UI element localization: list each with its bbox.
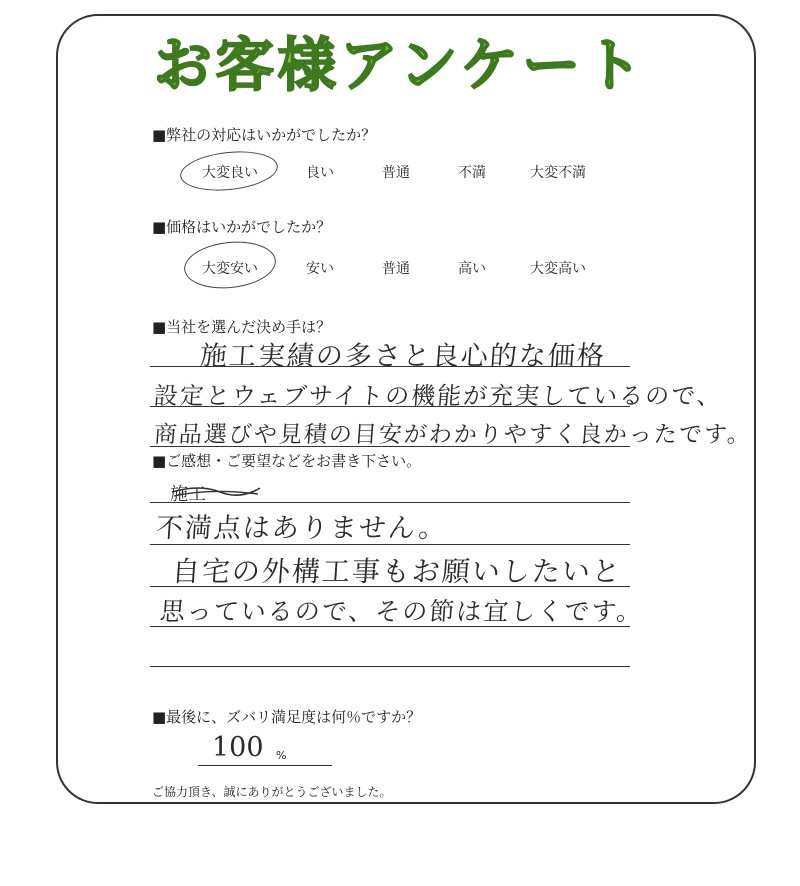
answer-rule <box>150 626 630 627</box>
survey-title: お客様アンケート <box>153 31 647 99</box>
score-rule <box>198 765 332 766</box>
option-price-5[interactable]: 大変高い <box>530 261 586 277</box>
answer-rule <box>150 666 630 667</box>
reason-answer-line-3: 商品選びや見積の目安がわかりやすく良かったです。 <box>152 422 753 448</box>
service-options <box>150 162 630 190</box>
reason-answer-line-2: 設定とウェブサイトの機能が充実しているので、 <box>152 382 724 410</box>
option-service-5[interactable]: 大変不満 <box>530 165 586 181</box>
option-price-1[interactable]: 大変安い <box>202 261 258 277</box>
comment-line-2: 自宅の外構工事もお願いしたいと <box>170 555 624 588</box>
option-service-2[interactable]: 良い <box>306 165 334 181</box>
struck-out-text: 施工 <box>170 480 262 494</box>
option-service-1[interactable]: 大変良い <box>202 165 258 181</box>
option-price-4[interactable]: 高い <box>458 261 486 277</box>
answer-rule <box>150 502 630 503</box>
question-satisfaction: ■最後に、ズバリ満足度は何％ですか？ <box>152 708 422 726</box>
closing-message: ご協力頂き、誠にありがとうございました。 <box>152 785 392 799</box>
reason-answer-line-1: 施工実績の多さと良心的な価格 <box>198 341 607 372</box>
satisfaction-score: 100 <box>212 732 264 763</box>
comment-line-1: 不満点はありません。 <box>154 513 449 544</box>
option-service-3[interactable]: 普通 <box>382 165 410 181</box>
question-service: ■弊社の対応はいかがでしたか？ <box>152 126 377 144</box>
option-service-4[interactable]: 不満 <box>458 165 486 181</box>
answer-rule <box>150 586 630 587</box>
comment-line-3: 思っているので、その節は宜しくです。 <box>158 597 645 626</box>
answer-rule <box>150 446 630 447</box>
percent-unit: % <box>276 749 287 762</box>
answer-rule <box>150 406 630 407</box>
question-comments: ■ご感想・ご要望などをお書き下さい。 <box>152 452 422 470</box>
question-price: ■価格はいかがでしたか？ <box>152 218 332 236</box>
question-reason: ■当社を選んだ決め手は？ <box>152 318 332 336</box>
scribble-mark <box>170 482 262 502</box>
answer-rule <box>150 366 630 367</box>
option-price-2[interactable]: 安い <box>306 261 334 277</box>
option-price-3[interactable]: 普通 <box>382 261 410 277</box>
price-options <box>150 258 630 286</box>
answer-rule <box>150 544 630 545</box>
